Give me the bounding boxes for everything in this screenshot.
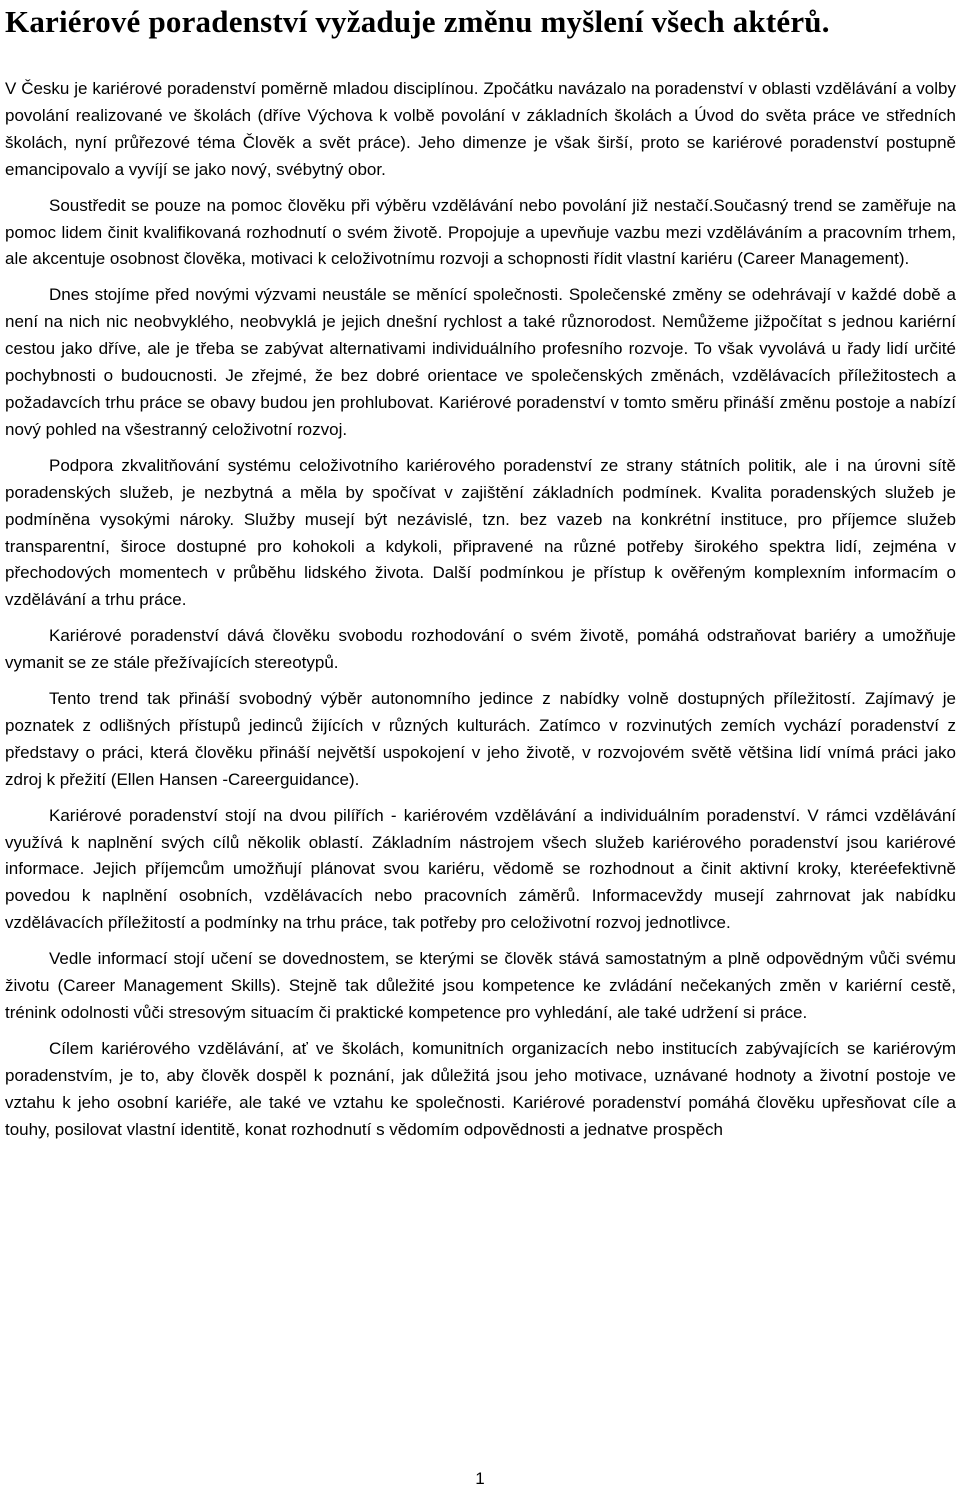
- paragraph: V Česku je kariérové poradenství poměrně mladou disciplínou. Zpočátku navázalo na poradenství v oblasti vzdělávání a volby povolání realizované ve školách (dříve Výchova k volbě povolání v základních školách a Úvod do světa práce ve středních školách, nyní průřezové téma Člověk a svět práce). Jeho dimenze je však širší, proto se kariérové poradenství postupně emancipovalo a vyvíjí se jako nový, svébytný obor.: [5, 79, 956, 179]
- page-title: Kariérové poradenství vyžaduje změnu myšlení všech aktérů.: [5, 4, 830, 39]
- document-body: [5, 76, 956, 1144]
- paragraph: Vedle informací stojí učení se dovednostem, se kterými se člověk stává samostatným a plně odpovědným vůči svému životu (Career Management Skills). Stejně tak důležité jsou kompetence ke zvládání nečekaných změn v kariérní cestě, trénink odolnosti vůči stresovým situacím či praktické kompetence pro vyhledání, ale také udržení si práce.: [5, 949, 956, 1022]
- page-number: 1: [475, 1469, 485, 1488]
- paragraph: Kariérové poradenství stojí na dvou pilířích - kariérovém vzdělávání a individuálním poradenství. V rámci vzdělávání využívá k naplnění svých cílů několik oblastí. Základním nástrojem všech služeb kariérového poradenství jsou kariérové informace. Jejich příjemcům umožňují plánovat svou kariéru, vědomě se rozhodnout a činit aktivní kroky, kteréefektivně povedou k naplnění osobních, vzdělávacích nebo pracovních záměrů. Informacevždy musejí zahrnovat jak nabídku vzdělávacích příležitostí a podmínky na trhu práce, tak potřeby pro celoživotní rozvoj jednotlivce.: [5, 805, 956, 933]
- paragraph: Dnes stojíme před novými výzvami neustále se měnící společnosti. Společenské změny se odehrávají v každé době a není na nich nic neobvyklého, neobvyklá je jejich dnešní rychlost a také různorodost. Nemůžeme jižpočítat s jednou kariérní cestou jako dříve, ale je třeba se zabývat alternativami individuálního profesního rozvoje. To však vyvolává u řady lidí určité pochybnosti o budoucnosti. Je zřejmé, že bez dobré orientace ve společenských změnách, vzdělávacích příležitostech a požadavcích trhu práce se obavy budou jen prohlubovat. Kariérové poradenství v tomto směru přináší změnu postoje a nabízí nový pohled na všestranný celoživotní rozvoj.: [5, 285, 956, 439]
- paragraph: Soustředit se pouze na pomoc člověku při výběru vzdělávání nebo povolání již nestačí.Současný trend se zaměřuje na pomoc lidem činit kvalifikovaná rozhodnutí o svém životě. Propojuje a upevňuje vazbu mezi vzděláváním a pracovním trhem, ale akcentuje osobnost člověka, motivaci k celoživotnímu rozvoji a schopnosti řídit vlastní kariéru (Career Management).: [5, 195, 956, 269]
- paragraph: Cílem kariérového vzdělávání, ať ve školách, komunitních organizacích nebo institucích zabývajících se kariérovým poradenstvím, je to, aby člověk dospěl k poznání, jak důležitá jsou jeho motivace, uznávané hodnoty a životní postoje ve vztahu k jeho osobní kariéře, ale také ve vztahu ke společnosti. Kariérové poradenství pomáhá člověku upřesňovat cíle a touhy, posilovat vlastní identitě, konat rozhodnutí s vědomím odpovědnosti a jednatve prospěch: [5, 1038, 956, 1139]
- paragraph: Podpora zkvalitňování systému celoživotního kariérového poradenství ze strany státních politik, ale i na úrovni sítě poradenských služeb, je nezbytná a měla by spočívat v zajištění základních podmínek. Kvalita poradenských služeb je podmíněna vysokými nároky. Služby musejí být nezávislé, tzn. bez vazeb na konkrétní instituce, pro příjemce služeb transparentní, široce dostupné pro kohokoli a kdykoli, připravené na různé potřeby širokého spektra lidí, zejména v přechodových momentech v průběhu lidského života. Další podmínkou je přístup k ověřeným komplexním informacím o vzdělávání a trhu práce.: [5, 455, 956, 610]
- paragraph: Tento trend tak přináší svobodný výběr autonomního jedince z nabídky volně dostupných příležitostí. Zajímavý je poznatek z odlišných přístupů jedinců žijících v různých kulturách. Zatímco v rozvinutých zemích vychází poradenství z představy o práci, která člověku přináší největší uspokojení v jeho životě, v rozvojovém světě většina lidí vnímá práci jako zdroj k přežití (Ellen Hansen -Careerguidance).: [5, 689, 956, 789]
- paragraph: Kariérové poradenství dává člověku svobodu rozhodování o svém životě, pomáhá odstraňovat bariéry a umožňuje vymanit se ze stále přežívajících stereotypů.: [5, 626, 956, 673]
